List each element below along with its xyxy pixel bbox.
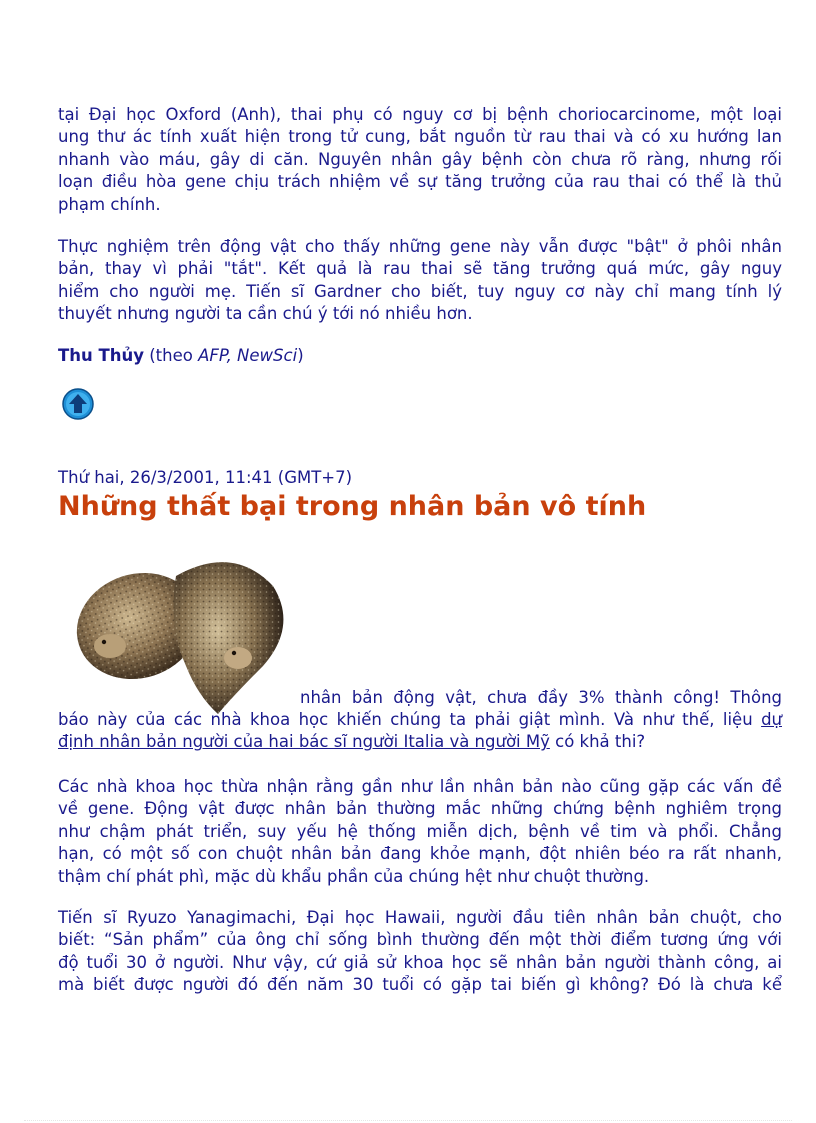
paragraph-animal-experiment: [58, 236, 782, 326]
text-line: ung thư ác tính xuất hiện trong tử cung, bắt nguồn từ rau thai và có xu hướng lan: [58, 127, 782, 147]
text-line: bản, thay vì phải "tắt". Kết quả là rau thai sẽ tăng trưởng quá mức, gây nguy: [58, 259, 782, 279]
text-span: báo này của các nhà khoa học khiến chúng ta phải giật mình. Và như thế, liệu: [58, 710, 753, 729]
text-line: thuyết nhưng người ta cần chú ý tới nó nhiều hơn.: [58, 304, 473, 324]
text-line: phạm chính.: [58, 194, 161, 214]
paragraph-cloning-success: [58, 709, 782, 754]
text-line: thậm chí phát phì, mặc dù khẩu phần của chúng hệt như chuột thường.: [58, 866, 650, 886]
text-line: Tiến sĩ Ryuzo Yanagimachi, Đại học Hawaii, người đầu tiên nhân bản chuột, cho: [58, 908, 782, 927]
text-line: [58, 709, 782, 731]
paragraph-gene-problems: [58, 776, 782, 888]
byline-prefix: (theo: [144, 346, 199, 365]
text-line: nhanh vào máu, gây di căn. Nguyên nhân gây bệnh còn chưa rõ ràng, nhưng rối: [58, 149, 782, 169]
article-headline: Những thất bại trong nhân bản vô tính: [58, 491, 647, 522]
text-line: độ tuổi 30 ở người. Như vậy, cứ giả sử khoa học sẽ nhân bản người thành công, ai: [58, 952, 782, 972]
byline-suffix: ): [297, 346, 304, 365]
cloned-pigs-photo: [58, 546, 298, 718]
text-line: như chậm phát triển, suy yếu hệ thống miễn dịch, bệnh về tim và phổi. Chẳng: [58, 821, 782, 841]
article-date: Thứ hai, 26/3/2001, 11:41 (GMT+7): [58, 468, 353, 487]
text-line: Các nhà khoa học thừa nhận rằng gần như lần nhân bản nào cũng gặp các vấn đề: [58, 777, 782, 796]
text-line: nhân bản động vật, chưa đầy 3% thành công! Thông: [300, 688, 782, 707]
paragraph-yanagimachi: [58, 907, 782, 997]
arrow-up-circle-icon[interactable]: [62, 388, 94, 420]
article-link-continued[interactable]: định nhân bản người của hai bác sĩ người Italia và người Mỹ: [58, 732, 550, 752]
text-line: biết: “Sản phẩm” của ông chỉ sống bình thường đến một thời điểm tương ứng với: [58, 930, 782, 950]
text-line: Thực nghiệm trên động vật cho thấy những gene này vẫn được "bật" ở phôi nhân: [58, 237, 782, 256]
byline: [58, 345, 304, 367]
page-bottom-rule: [24, 1120, 792, 1121]
text-line: hạn, có một số con chuột nhân bản đang khỏe mạnh, đột nhiên béo ra rất nhanh,: [58, 844, 782, 864]
byline-sources: AFP, NewSci: [198, 346, 298, 365]
text-span: có khả thi?: [549, 732, 646, 752]
text-line: [58, 731, 782, 753]
author-name: Thu Thủy: [58, 346, 144, 365]
text-line: mà biết được người đó đến năm 30 tuổi có gặp tai biến gì không? Đó là chưa kể: [58, 975, 782, 995]
text-line: tại Đại học Oxford (Anh), thai phụ có nguy cơ bị bệnh choriocarcinome, một loại: [58, 105, 782, 124]
article-link[interactable]: dự: [761, 710, 782, 729]
paragraph-choriocarcinome: [58, 104, 782, 216]
text-line: hiểm cho người mẹ. Tiến sĩ Gardner cho biết, tuy nguy cơ này chỉ mang tính lý: [58, 281, 782, 301]
text-line: về gene. Động vật được nhân bản thường mắc những chứng bệnh nghiêm trọng: [58, 799, 782, 819]
text-line: loạn điều hòa gene chịu trách nhiệm về sự tăng trưởng của rau thai có thể là thủ: [58, 172, 782, 192]
